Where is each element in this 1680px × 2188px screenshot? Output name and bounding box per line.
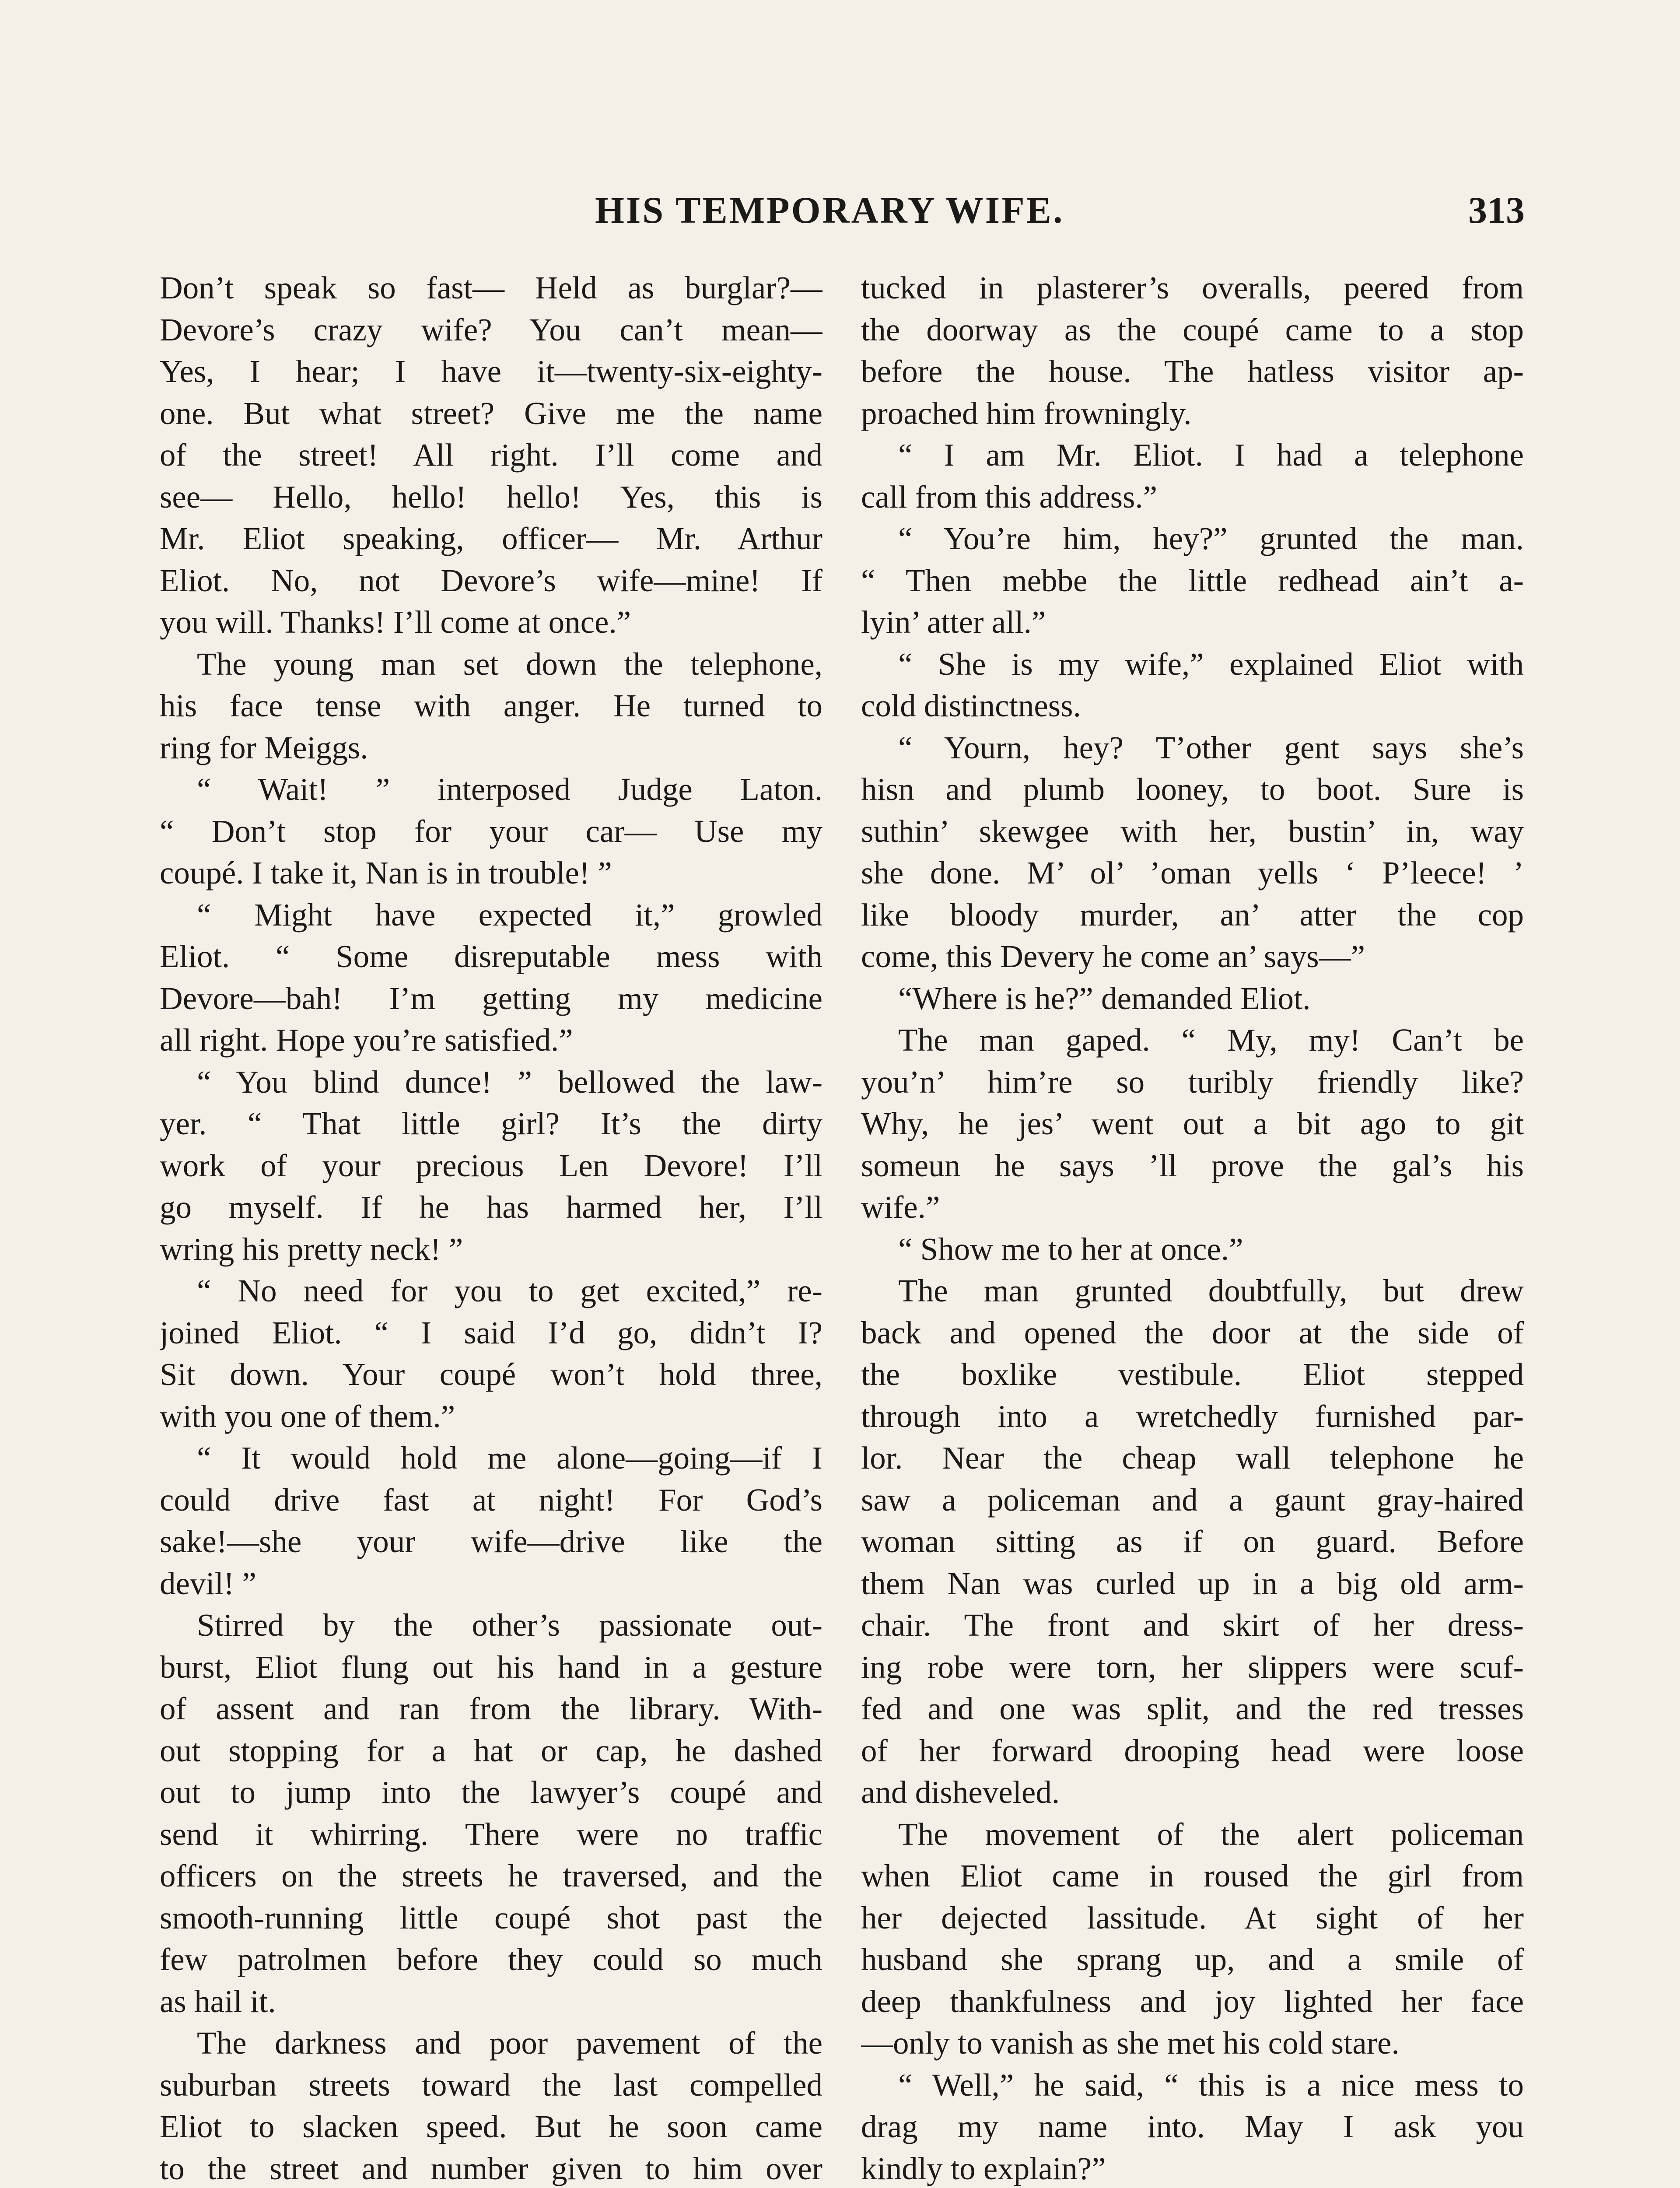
text-line: the boxlike vestibule. Eliot stepped bbox=[861, 1357, 1524, 1392]
text-line: someun he says ’ll prove the gal’s his bbox=[861, 1147, 1524, 1183]
text-column-left bbox=[160, 267, 822, 2188]
text-line: her dejected lassitude. At sight of her bbox=[861, 1900, 1524, 1936]
text-line: Eliot to slacken speed. But he soon came bbox=[160, 2109, 822, 2144]
text-line: joined Eliot. “ I said I’d go, didn’t I? bbox=[160, 1315, 822, 1350]
text-line: “ You’re him, hey?” grunted the man. bbox=[898, 521, 1524, 556]
text-line: drag my name into. May I ask you bbox=[861, 2109, 1524, 2144]
text-line: through into a wretchedly furnished par- bbox=[861, 1398, 1524, 1434]
text-line: work of your precious Len Devore! I’ll bbox=[160, 1147, 822, 1183]
text-line: his face tense with anger. He turned to bbox=[160, 688, 822, 723]
text-line: burst, Eliot flung out his hand in a gesture bbox=[160, 1649, 822, 1685]
text-line: sake!—she your wife—drive like the bbox=[160, 1524, 822, 1559]
text-line: suthin’ skewgee with her, bustin’ in, way bbox=[861, 813, 1524, 849]
text-line: coupé. I take it, Nan is in trouble! ” bbox=[160, 855, 612, 891]
text-line: Sit down. Your coupé won’t hold three, bbox=[160, 1357, 822, 1392]
text-line: “ Well,” he said, “ this is a nice mess to bbox=[898, 2067, 1524, 2103]
text-line: she done. M’ ol’ ’oman yells ‘ P’leece! ’ bbox=[861, 855, 1524, 891]
text-line: of the street! All right. I’ll come and bbox=[160, 437, 822, 473]
text-line: “ Wait! ” interposed Judge Laton. bbox=[197, 771, 822, 807]
text-line: “Where is he?” demanded Eliot. bbox=[898, 980, 1311, 1016]
text-line: lyin’ atter all.” bbox=[861, 604, 1046, 640]
text-line: kindly to explain?” bbox=[861, 2150, 1106, 2186]
text-line: Mr. Eliot speaking, officer— Mr. Arthur bbox=[160, 521, 822, 556]
text-line: “ No need for you to get excited,” re- bbox=[197, 1273, 822, 1308]
text-line: suburban streets toward the last compelled bbox=[160, 2067, 822, 2103]
text-line: The man grunted doubtfully, but drew bbox=[898, 1273, 1524, 1308]
text-line: “ Show me to her at once.” bbox=[898, 1231, 1243, 1267]
text-line: back and opened the door at the side of bbox=[861, 1315, 1524, 1350]
text-line: officers on the streets he traversed, and the bbox=[160, 1858, 822, 1893]
text-line: wring his pretty neck! ” bbox=[160, 1231, 463, 1267]
text-line: them Nan was curled up in a big old arm- bbox=[861, 1565, 1524, 1601]
page-header bbox=[595, 188, 1525, 236]
text-column-right bbox=[861, 267, 1524, 2188]
text-line: The darkness and poor pavement of the bbox=[197, 2025, 822, 2061]
running-title: HIS TEMPORARY WIFE. bbox=[595, 189, 1064, 231]
text-line: to the street and number given to him over bbox=[160, 2150, 822, 2186]
text-line: cold distinctness. bbox=[861, 688, 1081, 723]
text-line: “ Might have expected it,” growled bbox=[197, 897, 822, 933]
text-line: The man gaped. “ My, my! Can’t be bbox=[898, 1022, 1524, 1058]
text-line: out stopping for a hat or cap, he dashed bbox=[160, 1732, 822, 1768]
text-line: “ Don’t stop for your car— Use my bbox=[160, 813, 822, 849]
text-line: husband she sprang up, and a smile of bbox=[861, 1942, 1524, 1977]
text-line: the doorway as the coupé came to a stop bbox=[861, 312, 1524, 347]
text-line: Eliot. No, not Devore’s wife—mine! If bbox=[160, 562, 822, 598]
text-line: tucked in plasterer’s overalls, peered from bbox=[861, 270, 1524, 305]
text-line: devil! ” bbox=[160, 1565, 256, 1601]
page-number: 313 bbox=[1468, 189, 1525, 231]
text-line: of her forward drooping head were loose bbox=[861, 1732, 1524, 1768]
text-line: send it whirring. There were no traffic bbox=[160, 1816, 822, 1852]
text-line: hisn and plumb looney, to boot. Sure is bbox=[861, 771, 1524, 807]
text-line: chair. The front and skirt of her dress- bbox=[861, 1607, 1524, 1643]
text-line: go myself. If he has harmed her, I’ll bbox=[160, 1189, 822, 1225]
text-line: could drive fast at night! For God’s bbox=[160, 1482, 822, 1518]
text-line: Devore—bah! I’m getting my medicine bbox=[160, 980, 822, 1016]
text-line: Eliot. “ Some disreputable mess with bbox=[160, 939, 822, 974]
text-line: few patrolmen before they could so much bbox=[160, 1942, 822, 1977]
text-line: —only to vanish as she met his cold stare. bbox=[861, 2025, 1400, 2061]
text-line: call from this address.” bbox=[861, 479, 1158, 515]
text-line: “ Then mebbe the little redhead ain’t a- bbox=[861, 562, 1524, 598]
text-line: Why, he jes’ went out a bit ago to git bbox=[861, 1106, 1524, 1141]
text-line: saw a policeman and a gaunt gray-haired bbox=[861, 1482, 1524, 1518]
text-line: all right. Hope you’re satisfied.” bbox=[160, 1022, 573, 1058]
text-line: and disheveled. bbox=[861, 1774, 1060, 1810]
text-line: deep thankfulness and joy lighted her face bbox=[861, 1983, 1524, 2019]
text-line: proached him frowningly. bbox=[861, 395, 1192, 431]
text-line: you will. Thanks! I’ll come at once.” bbox=[160, 604, 631, 640]
text-line: of assent and ran from the library. With- bbox=[160, 1691, 822, 1726]
text-line: “ She is my wife,” explained Eliot with bbox=[898, 646, 1524, 682]
text-line: Devore’s crazy wife? You can’t mean— bbox=[160, 312, 822, 347]
text-line: The young man set down the telephone, bbox=[197, 646, 822, 682]
text-line: “ I am Mr. Eliot. I had a telephone bbox=[898, 437, 1524, 473]
text-line: Yes, I hear; I have it—twenty-six-eighty- bbox=[160, 354, 822, 389]
text-line: “ You blind dunce! ” bellowed the law- bbox=[197, 1064, 822, 1100]
text-line: “ Yourn, hey? T’other gent says she’s bbox=[898, 729, 1524, 765]
text-line: yer. “ That little girl? It’s the dirty bbox=[160, 1106, 822, 1141]
text-line: wife.” bbox=[861, 1189, 940, 1225]
text-line: before the house. The hatless visitor ap- bbox=[861, 354, 1524, 389]
text-line: “ It would hold me alone—going—if I bbox=[197, 1440, 822, 1476]
text-line: like bloody murder, an’ atter the cop bbox=[861, 897, 1524, 933]
text-line: Don’t speak so fast— Held as burglar?— bbox=[160, 270, 822, 305]
text-line: lor. Near the cheap wall telephone he bbox=[861, 1440, 1524, 1476]
text-line: as hail it. bbox=[160, 1983, 276, 2019]
text-line: fed and one was split, and the red tresses bbox=[861, 1691, 1524, 1726]
text-line: smooth-running little coupé shot past the bbox=[160, 1900, 822, 1936]
text-line: woman sitting as if on guard. Before bbox=[861, 1524, 1524, 1559]
text-line: you’n’ him’re so turibly friendly like? bbox=[861, 1064, 1524, 1100]
text-line: with you one of them.” bbox=[160, 1398, 455, 1434]
text-line: come, this Devery he come an’ says—” bbox=[861, 939, 1365, 974]
text-line: one. But what street? Give me the name bbox=[160, 395, 822, 431]
text-line: see— Hello, hello! hello! Yes, this is bbox=[160, 479, 822, 515]
text-line: when Eliot came in roused the girl from bbox=[861, 1858, 1524, 1893]
text-line: Stirred by the other’s passionate out- bbox=[197, 1607, 822, 1643]
text-line: out to jump into the lawyer’s coupé and bbox=[160, 1774, 822, 1810]
text-line: ring for Meiggs. bbox=[160, 729, 368, 765]
text-line: ing robe were torn, her slippers were scuf- bbox=[861, 1649, 1524, 1685]
text-line: The movement of the alert policeman bbox=[898, 1816, 1524, 1852]
